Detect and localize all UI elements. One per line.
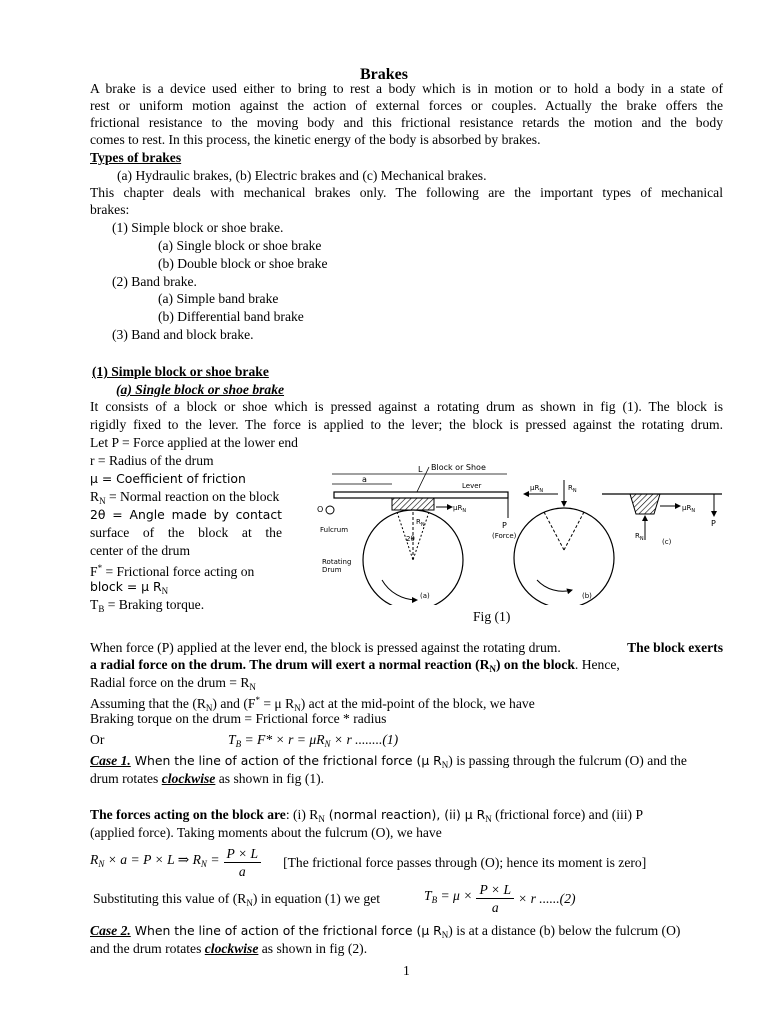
label-c-case: (c): [662, 538, 672, 546]
rotation-arrow: [537, 580, 572, 591]
label-o: O: [317, 505, 324, 514]
or-label: Or: [90, 732, 105, 747]
list-item: (a) Single block or shoe brake: [158, 238, 322, 253]
label-mu-rn: $\mu R_N$: [453, 504, 467, 514]
list-item: (1) Simple block or shoe brake.: [112, 220, 284, 235]
label-b-case: (b): [582, 592, 592, 600]
label-mu-rn: $\mu R_N$: [682, 504, 696, 514]
subsection-heading: (a) Single block or shoe brake: [116, 382, 285, 397]
label-force: (Force): [492, 532, 517, 540]
label-L: L: [418, 465, 423, 474]
intro-line: A brake is a device used either to bring to rest a body which is in motion or to hold a body in a state of: [90, 81, 723, 96]
desc-line: It consists of a block or shoe which is pressed against a rotating drum as shown in fig (1). The block is: [90, 399, 723, 414]
label-a-case: (a): [420, 592, 430, 600]
para-line: When force (P) applied at the lever end, the block is pressed against the rotating drum. The block exerts: [90, 640, 723, 655]
list-item: (b) Double block or shoe brake: [158, 256, 328, 271]
equation-2: $R_N \times a = P \times L$ ⇒ $R_N$ = $\frac{P \times L}{a}$ [The frictional force passes through (O); hence its moment is zero]: [90, 845, 647, 879]
label-drum: Drum: [322, 566, 342, 574]
types-heading: Types of brakes: [90, 150, 182, 165]
label-fulcrum: Fulcrum: [320, 526, 349, 534]
label-2theta: 2θ: [406, 535, 415, 543]
label-lever: Lever: [462, 482, 482, 490]
label-rn: $R_N$: [635, 532, 644, 542]
case2-line: and the drum rotates clockwise as shown in fig (2).: [90, 941, 368, 956]
contact-line: [544, 512, 564, 550]
drum-circle: [514, 508, 614, 605]
figure-a: [317, 463, 517, 605]
figure-b: [514, 480, 614, 605]
label-mu-rn: $\mu R_N$: [530, 484, 544, 494]
brake-figure: [312, 450, 732, 605]
page-title: Brakes: [360, 66, 408, 83]
label-rotating: Rotating: [322, 558, 352, 566]
case1-line: drum rotates clockwise as shown in fig (1).: [90, 771, 325, 786]
para-line: Assuming that the $(R_N)$ and (F* = μ $R_N$) act at the mid-point of the block, we have: [90, 695, 535, 713]
fulcrum-pin: [326, 506, 334, 514]
rotation-arrow: [382, 580, 417, 600]
para-line: a radial force on the drum. The drum will exert a normal reaction $(R_N)$ on the block. Hence,: [90, 657, 620, 674]
list-item: (a) Simple band brake: [158, 291, 279, 306]
list-item: (2) Band brake.: [112, 274, 197, 289]
def-theta: surface of the block at the: [90, 525, 282, 540]
label-p: P: [502, 521, 507, 530]
def-block: block = μ $R_N$: [90, 579, 169, 596]
equation-1: $T_B = F* \times r = \mu R_N \times r$ ........(1): [228, 732, 399, 749]
label-a: a: [362, 475, 367, 484]
def-r: r = Radius of the drum: [90, 453, 214, 468]
desc-line: rigidly fixed to the lever. The force is applied to the lever; the block is pressed against the rotating drum.: [90, 417, 723, 432]
def-theta: center of the drum: [90, 543, 191, 558]
case2-line: Case 2. When the line of action of the frictional force (μ $R_N$) is at a distance (b) below the fulcrum (O): [90, 923, 681, 940]
page-number: 1: [403, 963, 410, 978]
label-rn: $R_N$: [568, 484, 577, 494]
contact-line: [564, 512, 584, 550]
forces-line: (applied force). Taking moments about the fulcrum (O), we have: [90, 825, 442, 840]
types-line: (a) Hydraulic brakes, (b) Electric brakes and (c) Mechanical brakes.: [117, 168, 487, 183]
brake-block: [392, 498, 434, 510]
forces-line: The forces acting on the block are: (i) $R_N$ (normal reaction), (ii) μ $R_N$ (frictional force) and (iii) P: [90, 807, 644, 824]
chapter-line: brakes:: [90, 202, 130, 217]
equation-3: $T_B = \mu$ × $\frac{P \times L}{a}$ × r ......(2): [424, 881, 576, 915]
brake-block: [630, 494, 660, 514]
section-heading: (1) Simple block or shoe brake: [92, 364, 269, 379]
def-mu: μ = Coefficient of friction: [90, 471, 246, 486]
label-block-or-shoe: Block or Shoe: [431, 463, 486, 472]
para-line: Radial force on the drum = $R_N$: [90, 675, 256, 692]
list-item: (b) Differential band brake: [158, 309, 304, 324]
case1-line: Case 1. When the line of action of the frictional force (μ $R_N$) is passing through the fulcrum (O) and the: [90, 753, 687, 770]
para-line: Braking torque on the drum = Frictional force * radius: [90, 711, 387, 726]
def-theta: 2θ = Angle made by contact: [90, 507, 282, 522]
list-item: (3) Band and block brake.: [112, 327, 254, 342]
def-rn: $R_N$ = Normal reaction on the block: [90, 489, 280, 506]
chapter-line: This chapter deals with mechanical brakes only. The following are the important types of mechanical: [90, 185, 723, 200]
def-p: Let P = Force applied at the lower end: [90, 435, 298, 450]
intro-line: comes to rest. In this process, the kinetic energy of the body is absorbed by brakes.: [90, 132, 541, 147]
figure-c: [602, 494, 722, 546]
lever-bar: [334, 492, 508, 498]
def-f: F* = Frictional force acting on: [90, 563, 255, 579]
label-rn: $R_N$: [416, 518, 425, 528]
figure-caption: Fig (1): [473, 609, 511, 624]
intro-line: rest or uniform motion against the action of external forces or couples. Actually the brake offers the: [90, 98, 723, 113]
def-tb: $T_B$ = Braking torque.: [90, 597, 205, 614]
intro-line: frictional resistance to the moving body and this frictional resistance retards the motion and the body: [90, 115, 723, 130]
label-p: P: [711, 519, 716, 528]
substitute-line: Substituting this value of $(R_N)$ in equation (1) we get: [93, 891, 381, 908]
